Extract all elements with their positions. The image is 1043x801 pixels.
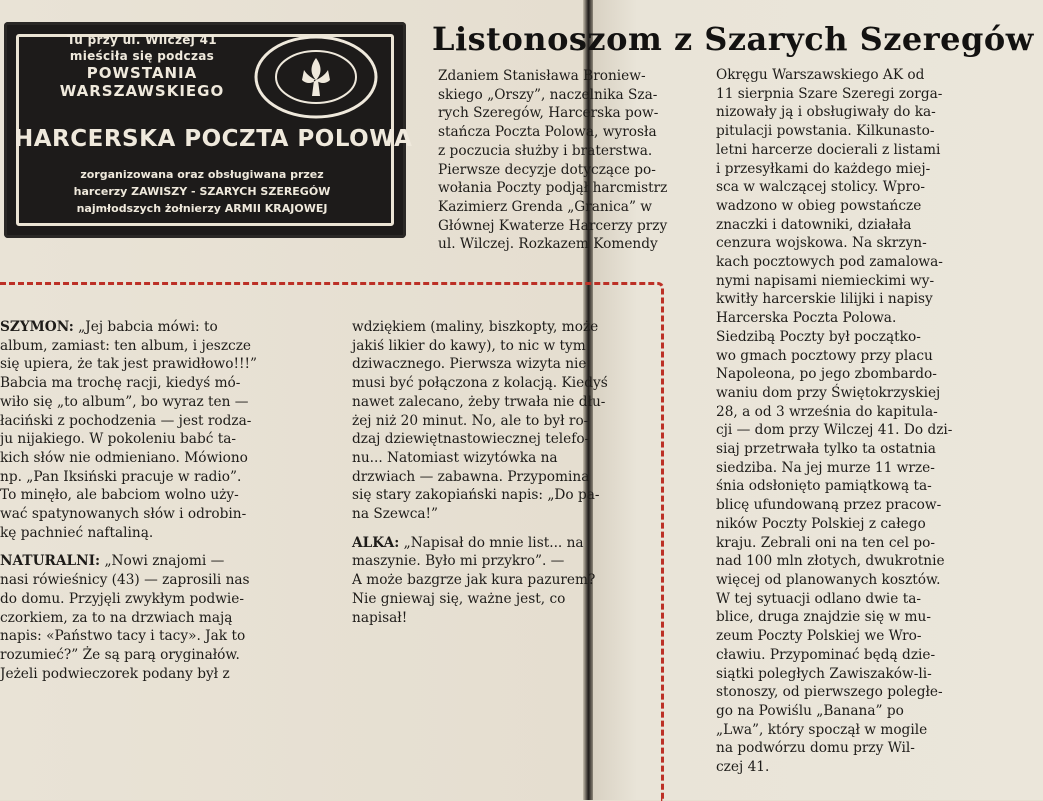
text-line: z poczucia służby i braterstwa. — [438, 142, 653, 159]
text-line: Babcia ma trochę racji, kiedyś mó- — [0, 375, 241, 392]
spacer — [352, 524, 648, 534]
text-line: i przesyłkami do każdego miej- — [716, 160, 931, 177]
letter-author: ALKA: — [352, 534, 400, 551]
letter-author: SZYMON: — [0, 319, 74, 335]
letter-author: NATURALNI: — [0, 553, 101, 570]
plaque-line: zorganizowana oraz obsługiwana przez — [80, 168, 324, 181]
text-line: Okręgu Warszawskiego AK od — [716, 67, 925, 83]
text-line: się upiera, że tak jest prawidłowo!!!” — [0, 356, 257, 373]
text-line: stonoszy, od pierwszego poległe- — [716, 684, 943, 701]
text-line: kich słów nie odmieniano. Mówiono — [0, 449, 248, 466]
letters-left-column — [0, 318, 336, 683]
text-line: zeum Poczty Polskiej we Wro- — [716, 628, 922, 645]
text-line: cławiu. Przypominać będą dzie- — [716, 646, 936, 663]
text-line: więcej od planowanych kosztów. — [716, 571, 941, 588]
text-line: 28, a od 3 września do kapitula- — [716, 403, 938, 420]
text-line: Siedzibą Poczty był początko- — [716, 328, 921, 345]
plaque-line: WARSZAWSKIEGO — [59, 82, 225, 100]
text-line: wołania Poczty podjął harcmistrz — [438, 180, 668, 197]
letter-naturalni-first-line — [0, 552, 336, 571]
text-line: napis: «Państwo tacy i tacy». Jak to — [0, 628, 246, 645]
text-line: nu... Natomiast wizytówka na — [352, 449, 558, 466]
text-line: blice, druga znajdzie się w mu- — [716, 609, 931, 626]
article-right-column — [716, 66, 1028, 777]
plaque-line: POWSTANIA — [86, 64, 198, 82]
text-line: sca w walczącej stolicy. Wpro- — [716, 179, 925, 196]
plaque-footer — [16, 166, 388, 217]
text-line: dziwacznego. Pierwsza wizyta nie — [352, 356, 587, 373]
text-line: cji — dom przy Wilczej 41. Do dzi- — [716, 422, 953, 439]
text-line: czej 41. — [716, 759, 770, 776]
text-line: maszynie. Było mi przykro”. — — [352, 553, 565, 570]
text-line: siaj przetrwała tylko ta ostatnia — [716, 441, 936, 458]
text-line: Pierwsze decyzje dotyczące po- — [438, 161, 656, 178]
plaque-line: Tu przy ul. Wilczej 41 — [67, 33, 217, 47]
plaque-title: HARCERSKA POCZTA POLOWA — [14, 126, 413, 152]
text-line: siątki poległych Zawiszaków-li- — [716, 665, 932, 682]
text-line: A może bazgrze jak kura pazurem? — [352, 572, 596, 589]
text-line: wiło się „to album”, bo wyraz ten — — [0, 393, 249, 410]
text-line: siedziba. Na jej murze 11 wrze- — [716, 459, 935, 476]
letter-text: „Nowi znajomi — — [100, 553, 225, 570]
text-line: ników Poczty Polskiej z całego — [716, 515, 926, 532]
text-line: Napoleona, po jego zbombardo- — [716, 366, 937, 383]
text-line: jakiś likier do kawy), to nic w tym — [352, 337, 586, 354]
text-line: blicę ufundowaną przez pracow- — [716, 497, 942, 514]
text-line: do domu. Przyjęli zwykłym podwie- — [0, 590, 245, 607]
letter-text: „Napisał do mnie list... na — [399, 534, 584, 551]
text-line: wać spatynowanych słów i odrobin- — [0, 506, 247, 523]
text-line: żej niż 20 minut. No, ale to był ro- — [352, 412, 589, 429]
text-line: ul. Wilczej. Rozkazem Komendy — [438, 236, 658, 253]
text-line: pitulacji powstania. Kilkunasto- — [716, 123, 935, 140]
scout-seal-icon — [252, 34, 380, 120]
text-line: śnia odsłonięto pamiątkową ta- — [716, 478, 932, 495]
letter-text: „Jej babcia mówi: to — [73, 319, 218, 335]
text-line: kę pachnieć naftaliną. — [0, 524, 154, 541]
commemorative-plaque — [4, 22, 413, 238]
plaque-line: mieściła się podczas — [69, 49, 215, 63]
text-line: nad 100 mln złotych, dwukrotnie — [716, 553, 945, 570]
text-line: nizowały ją i obsługiwały do ka- — [716, 104, 936, 121]
text-line: nymi napisami niemieckimi wy- — [716, 272, 935, 289]
text-line: W tej sytuacji odlano dwie ta- — [716, 590, 922, 607]
text-line: wadzono w obieg powstańcze — [716, 197, 922, 214]
plaque-header — [22, 32, 262, 100]
text-line: na Szewca!” — [352, 506, 439, 523]
text-line: „Lwa”, który spoczął w mogile — [716, 721, 928, 738]
letter-szymon-first-line — [0, 318, 336, 337]
text-line: skiego „Orszy”, naczelnika Sza- — [438, 86, 658, 103]
text-line: np. „Pan Iksiński pracuje w radio”. — [0, 468, 242, 485]
text-line: kach pocztowych pod zamalowa- — [716, 254, 943, 271]
text-line: się stary zakopiański napis: „Do pa- — [352, 487, 600, 504]
text-line: drzwiach — zabawna. Przypomina — [352, 468, 590, 485]
text-line: Nie gniewaj się, ważne jest, co — [352, 590, 566, 607]
text-line: łaciński z pochodzenia — jest rodza- — [0, 412, 252, 429]
plaque-line: najmłodszych żołnierzy ARMII KRAJOWEJ — [76, 202, 328, 215]
text-line: stańcza Poczta Polowa, wyrosła — [438, 124, 657, 141]
article-intro-column — [438, 67, 695, 254]
text-line: rozumieć?” Że są parą oryginałów. — [0, 646, 240, 663]
text-line: wo gmach pocztowy przy placu — [716, 347, 933, 364]
article-headline: Listonoszom z Szarych Szeregów — [432, 20, 1034, 58]
text-line: rych Szeregów, Harcerska pow- — [438, 105, 659, 122]
text-line: letni harcerze docierali z listami — [716, 141, 941, 158]
text-line: go na Powiślu „Banana” po — [716, 702, 904, 719]
text-line: album, zamiast: ten album, i jeszcze — [0, 337, 252, 354]
text-line: znaczki i datowniki, działała — [716, 216, 912, 233]
text-line: kraju. Zebrali oni na ten cel po- — [716, 534, 935, 551]
text-line: ju nijakiego. W pokoleniu babć ta- — [0, 431, 237, 448]
letters-right-column — [352, 318, 648, 627]
text-line: Harcerska Poczta Polowa. — [716, 310, 897, 327]
text-line: Kazimierz Grenda „Granica” w — [438, 198, 653, 215]
text-line: dzaj dziewiętnastowiecznej telefo- — [352, 431, 590, 448]
letter-alka-first-line — [352, 534, 648, 553]
text-line: wdziękiem (maliny, biszkopty, może — [352, 319, 599, 335]
text-line: kwitły harcerskie lilijki i napisy — [716, 291, 933, 308]
plaque-line: harcerzy ZAWISZY - SZARYCH SZEREGÓW — [73, 185, 331, 198]
text-line: 11 sierpnia Szare Szeregi zorga- — [716, 85, 943, 102]
text-line: To minęło, ale babciom wolno uży- — [0, 487, 239, 504]
text-line: nasi rówieśnicy (43) — zaprosili nas — [0, 572, 250, 589]
text-line: musi być połączona z kolacją. Kiedyś — [352, 375, 608, 392]
spacer — [0, 542, 336, 552]
text-line: Jeżeli podwieczorek podany był z — [0, 665, 230, 682]
text-line: Głównej Kwaterze Harcerzy przy — [438, 217, 668, 234]
text-line: nawet zalecano, żeby trwała nie dłu- — [352, 393, 606, 410]
text-line: Zdaniem Stanisława Broniew- — [438, 68, 646, 84]
text-line: czorkiem, za to na drzwiach mają — [0, 609, 233, 626]
text-line: napisał! — [352, 609, 408, 626]
text-line: waniu dom przy Świętokrzyskiej — [716, 384, 941, 401]
text-line: cenzura wojskowa. Na skrzyn- — [716, 235, 927, 252]
text-line: na podwórzu domu przy Wil- — [716, 740, 915, 757]
